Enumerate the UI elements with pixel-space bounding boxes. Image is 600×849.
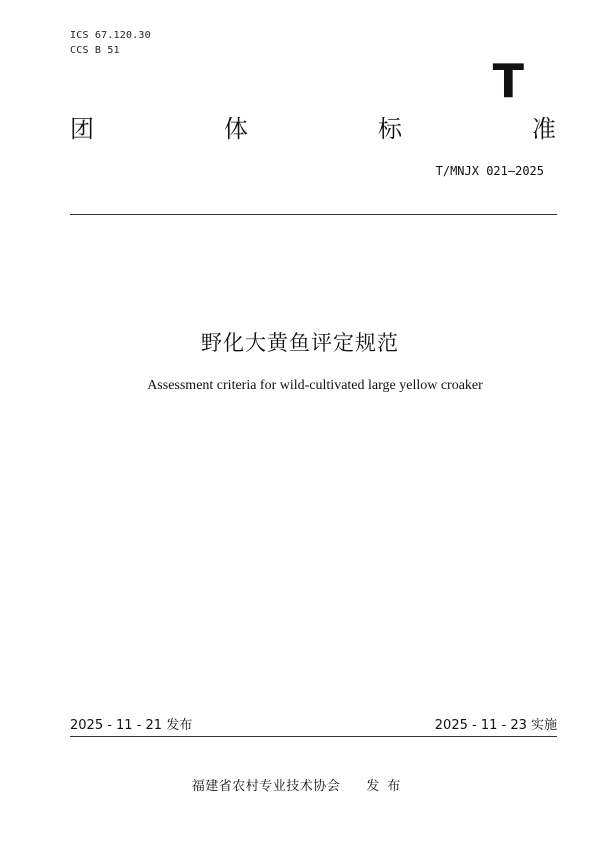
bottom-divider	[70, 736, 557, 737]
standard-number: T/MNJX 021—2025	[435, 164, 544, 178]
ccs-code: CCS B 51	[70, 45, 120, 56]
top-divider	[70, 214, 557, 215]
implement-date: 2025 - 11 - 23 实施	[434, 718, 557, 733]
ics-code: ICS 67.120.30	[70, 30, 151, 41]
standard-type-heading	[70, 117, 556, 141]
standard-type-char: 准	[532, 115, 556, 143]
publisher-line	[0, 775, 600, 794]
publisher-action: 发布	[366, 779, 409, 794]
standard-mark-logo: T	[492, 54, 524, 108]
standard-type-char: 团	[70, 115, 94, 143]
document-title-english: Assessment criteria for wild-cultivated large yellow croaker	[147, 378, 483, 393]
standard-type-char: 体	[224, 115, 248, 143]
document-title-chinese: 野化大黄鱼评定规范	[201, 331, 399, 355]
publish-date: 2025 - 11 - 21 发布	[70, 718, 193, 733]
publisher-organization: 福建省农村专业技术协会	[191, 779, 341, 794]
standard-type-char: 标	[378, 115, 402, 143]
